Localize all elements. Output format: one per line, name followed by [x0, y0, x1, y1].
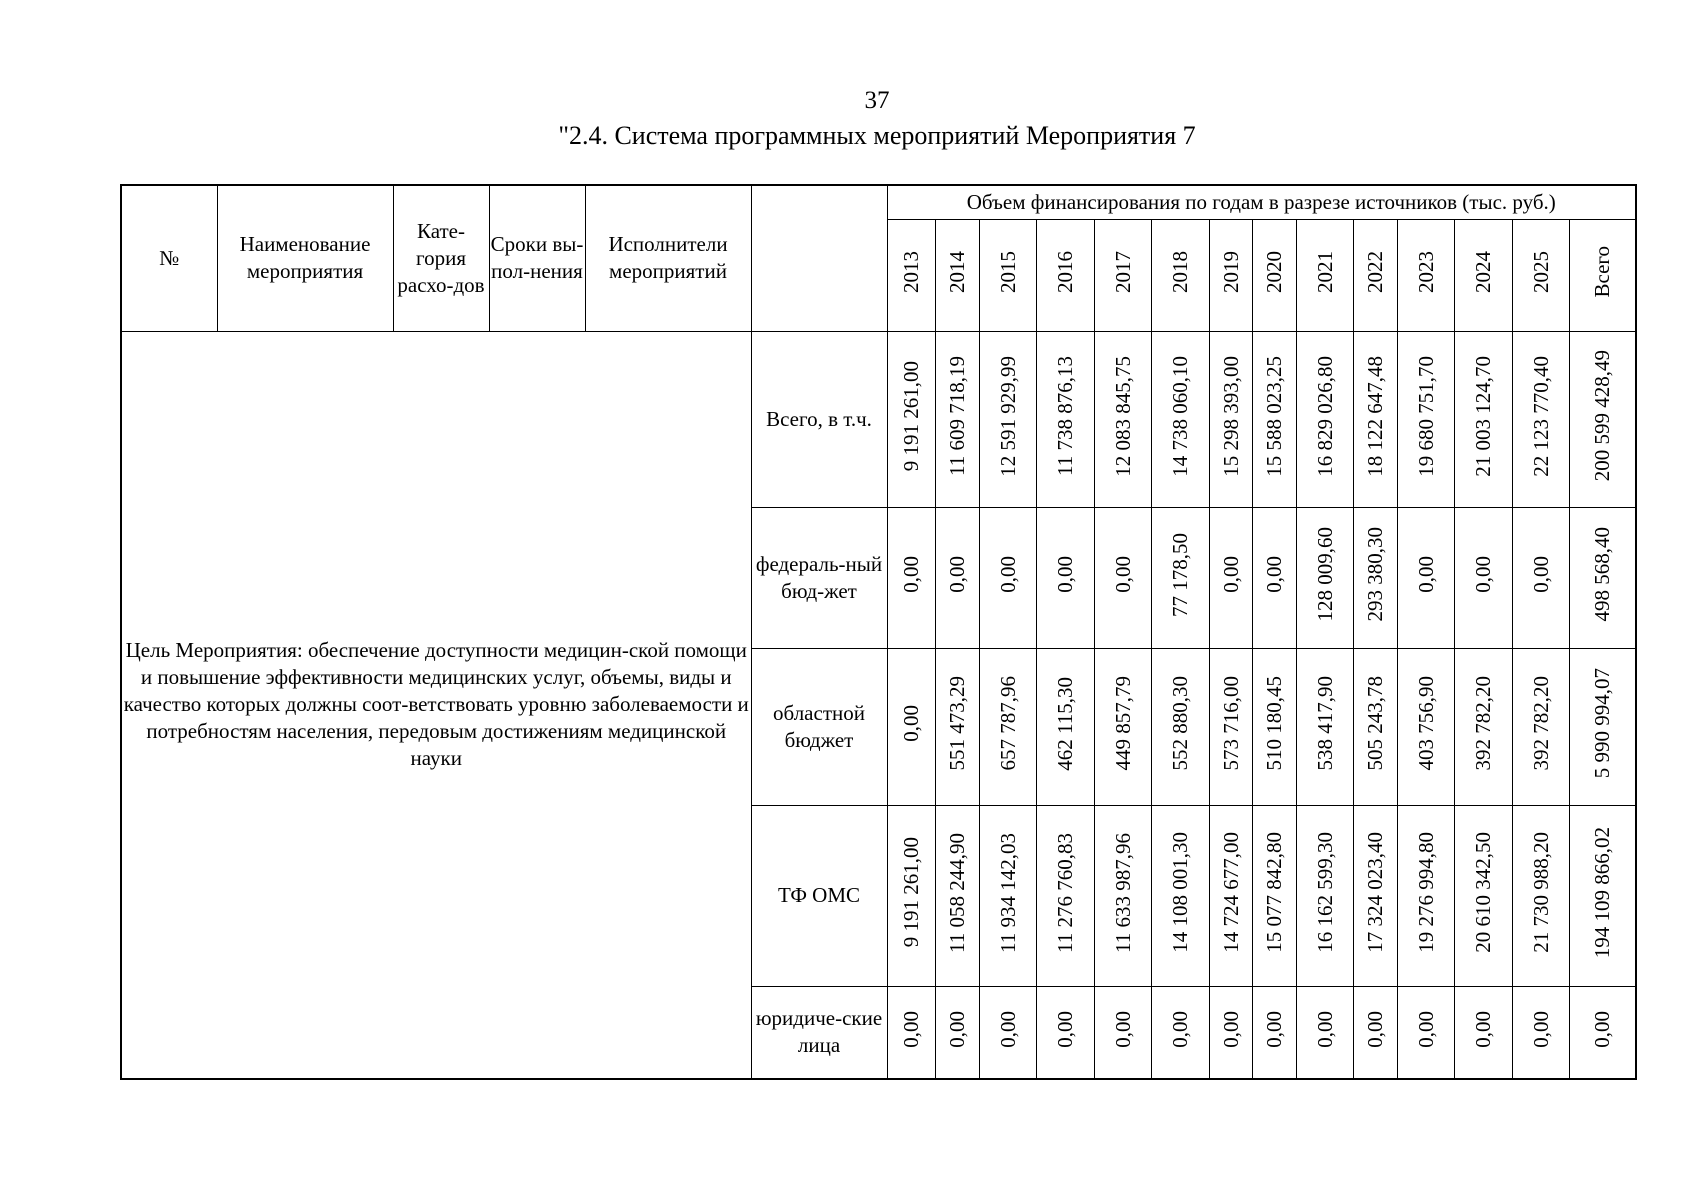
value-cell: 0,00 — [1397, 507, 1454, 648]
value-cell: 0,00 — [1252, 507, 1296, 648]
value-cell: 0,00 — [1512, 986, 1569, 1079]
table-row — [121, 331, 1636, 507]
value-cell: 21 730 988,20 — [1512, 805, 1569, 986]
value-cell: 0,00 — [887, 648, 935, 805]
value-cell: 293 380,30 — [1353, 507, 1397, 648]
value-cell: 573 716,00 — [1209, 648, 1252, 805]
source-label: областной бюджет — [751, 648, 887, 805]
value-cell: 0,00 — [1036, 507, 1094, 648]
total-cell: 5 990 994,07 — [1569, 648, 1636, 805]
value-cell: 20 610 342,50 — [1454, 805, 1512, 986]
value-cell: 22 123 770,40 — [1512, 331, 1569, 507]
source-label: Всего, в т.ч. — [751, 331, 887, 507]
value-cell: 0,00 — [1512, 507, 1569, 648]
value-cell: 11 058 244,90 — [935, 805, 979, 986]
value-cell: 0,00 — [1397, 986, 1454, 1079]
value-cell: 16 829 026,80 — [1296, 331, 1353, 507]
value-cell: 16 162 599,30 — [1296, 805, 1353, 986]
source-label: федераль-ный бюд-жет — [751, 507, 887, 648]
value-cell: 0,00 — [935, 507, 979, 648]
value-cell: 15 588 023,25 — [1252, 331, 1296, 507]
value-cell: 0,00 — [887, 986, 935, 1079]
value-cell: 12 591 929,99 — [979, 331, 1036, 507]
value-cell: 9 191 261,00 — [887, 805, 935, 986]
header-total: Всего — [1569, 219, 1636, 331]
header-year-2024: 2024 — [1454, 219, 1512, 331]
header-year-2013: 2013 — [887, 219, 935, 331]
value-cell: 0,00 — [935, 986, 979, 1079]
value-cell: 0,00 — [979, 986, 1036, 1079]
value-cell: 0,00 — [979, 507, 1036, 648]
value-cell: 0,00 — [1296, 986, 1353, 1079]
value-cell: 0,00 — [887, 507, 935, 648]
header-executors: Исполнители мероприятий — [585, 185, 751, 331]
value-cell: 15 298 393,00 — [1209, 331, 1252, 507]
value-cell: 11 633 987,96 — [1094, 805, 1151, 986]
header-funding-group: Объем финансирования по годам в разрезе источников (тыс. руб.) — [887, 185, 1636, 219]
total-cell: 194 109 866,02 — [1569, 805, 1636, 986]
document-title: "2.4. Система программных мероприятий Мероприятия 7 — [558, 121, 1196, 150]
page-number: 37 — [864, 87, 890, 114]
header-year-2018: 2018 — [1151, 219, 1209, 331]
value-cell: 11 276 760,83 — [1036, 805, 1094, 986]
value-cell: 77 178,50 — [1151, 507, 1209, 648]
value-cell: 15 077 842,80 — [1252, 805, 1296, 986]
value-cell: 538 417,90 — [1296, 648, 1353, 805]
total-cell: 0,00 — [1569, 986, 1636, 1079]
value-cell: 11 738 876,13 — [1036, 331, 1094, 507]
value-cell: 551 473,29 — [935, 648, 979, 805]
header-year-2015: 2015 — [979, 219, 1036, 331]
value-cell: 0,00 — [1454, 986, 1512, 1079]
value-cell: 18 122 647,48 — [1353, 331, 1397, 507]
value-cell: 0,00 — [1454, 507, 1512, 648]
header-name: Наименование мероприятия — [217, 185, 393, 331]
header-year-2023: 2023 — [1397, 219, 1454, 331]
header-year-2016: 2016 — [1036, 219, 1094, 331]
value-cell: 11 934 142,03 — [979, 805, 1036, 986]
source-label: юридиче-ские лица — [751, 986, 887, 1079]
header-year-2022: 2022 — [1353, 219, 1397, 331]
header-number: № — [121, 185, 217, 331]
value-cell: 505 243,78 — [1353, 648, 1397, 805]
value-cell: 0,00 — [1094, 507, 1151, 648]
header-year-2014: 2014 — [935, 219, 979, 331]
value-cell: 9 191 261,00 — [887, 331, 935, 507]
value-cell: 392 782,20 — [1512, 648, 1569, 805]
header-term: Сроки вы-пол-нения — [489, 185, 585, 331]
value-cell: 12 083 845,75 — [1094, 331, 1151, 507]
value-cell: 21 003 124,70 — [1454, 331, 1512, 507]
value-cell: 552 880,30 — [1151, 648, 1209, 805]
total-cell: 200 599 428,49 — [1569, 331, 1636, 507]
value-cell: 17 324 023,40 — [1353, 805, 1397, 986]
goal-text: Цель Мероприятия: обеспечение доступности медицин-ской помощи и повышение эффективности медицинских услуг, объемы, виды и качество которых должны соот-ветствовать уровню заболеваемости и потребностям населения, передовым достижениям медицинской науки — [121, 331, 751, 1079]
header-year-2019: 2019 — [1209, 219, 1252, 331]
value-cell: 14 108 001,30 — [1151, 805, 1209, 986]
value-cell: 449 857,79 — [1094, 648, 1151, 805]
value-cell: 0,00 — [1209, 986, 1252, 1079]
value-cell: 19 680 751,70 — [1397, 331, 1454, 507]
value-cell: 0,00 — [1036, 986, 1094, 1079]
value-cell: 510 180,45 — [1252, 648, 1296, 805]
total-cell: 498 568,40 — [1569, 507, 1636, 648]
header-source — [751, 185, 887, 331]
value-cell: 14 724 677,00 — [1209, 805, 1252, 986]
value-cell: 14 738 060,10 — [1151, 331, 1209, 507]
header-category: Кате-гория расхо-дов — [393, 185, 489, 331]
header-year-2025: 2025 — [1512, 219, 1569, 331]
value-cell: 0,00 — [1151, 986, 1209, 1079]
value-cell: 0,00 — [1252, 986, 1296, 1079]
program-table — [120, 184, 1637, 1080]
value-cell: 0,00 — [1094, 986, 1151, 1079]
value-cell: 462 115,30 — [1036, 648, 1094, 805]
header-year-2020: 2020 — [1252, 219, 1296, 331]
value-cell: 19 276 994,80 — [1397, 805, 1454, 986]
value-cell: 11 609 718,19 — [935, 331, 979, 507]
value-cell: 128 009,60 — [1296, 507, 1353, 648]
value-cell: 392 782,20 — [1454, 648, 1512, 805]
header-year-2021: 2021 — [1296, 219, 1353, 331]
value-cell: 0,00 — [1353, 986, 1397, 1079]
value-cell: 0,00 — [1209, 507, 1252, 648]
value-cell: 657 787,96 — [979, 648, 1036, 805]
value-cell: 403 756,90 — [1397, 648, 1454, 805]
header-year-2017: 2017 — [1094, 219, 1151, 331]
source-label: ТФ ОМС — [751, 805, 887, 986]
